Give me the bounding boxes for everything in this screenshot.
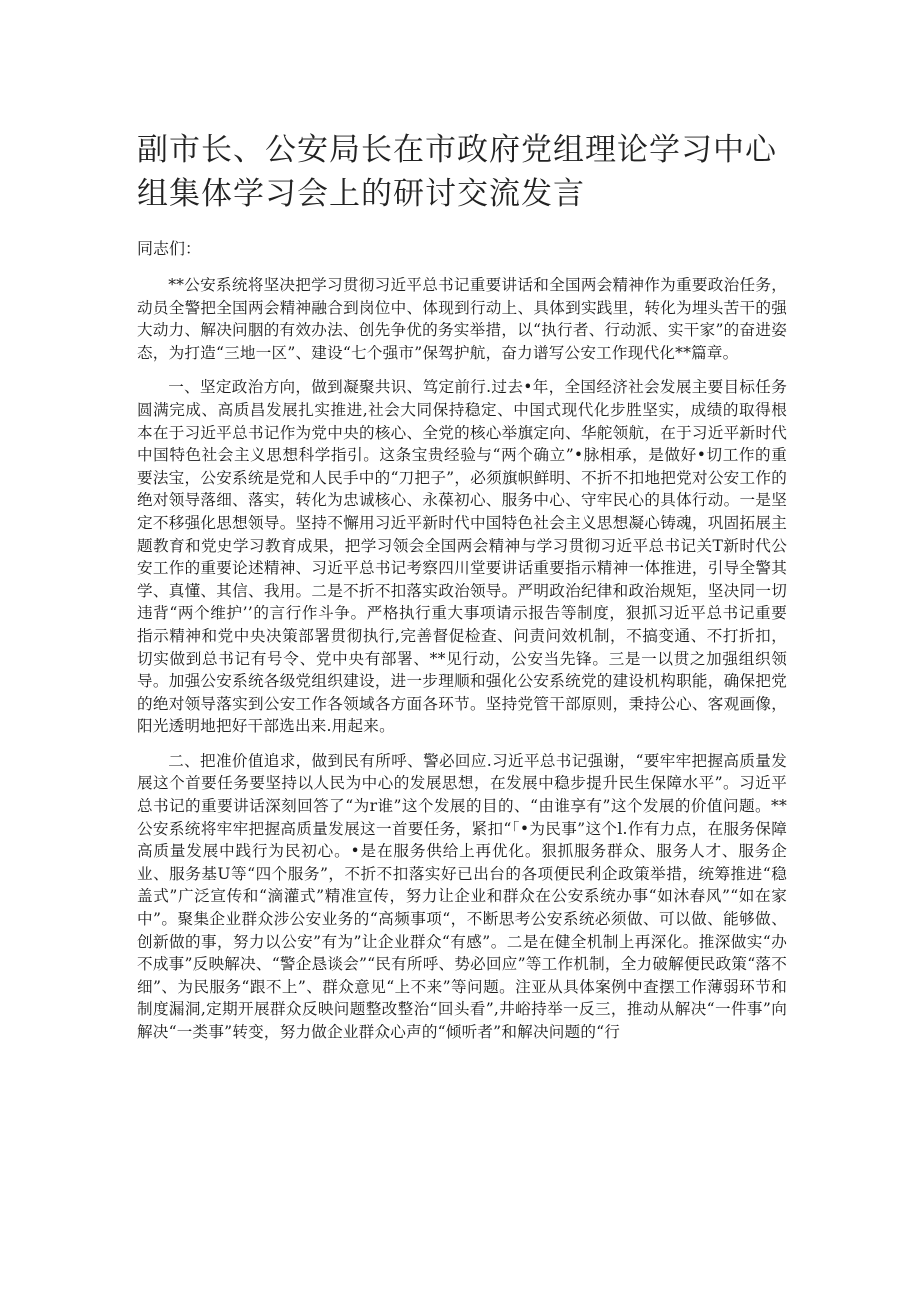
- paragraph-intro: **公安系统将坚决把学习贯彻习近平总书记重要讲话和全国两会精神作为重要政治任务，动员全警把全国两会精神融合到岗位中、体现到行动上、具体到实践里，转化为埋头苦干的强大动力、解决问胭的有效办法、创先争优的务实举措，以“执行者、行动派、实干家”的奋进姿态，为打造“三地一区”、建设“七个强市”保驾护航，奋力谱写公安工作现代化**篇章。: [137, 276, 787, 362]
- salutation: 同志们：: [137, 239, 202, 258]
- document-page: [137, 128, 787, 1056]
- paragraph-section-one: 一、坚定政治方向，做到凝聚共识、笃定前行.过去•年，全国经济社会发展主要目标任务圆满完成、高质昌发展扎实推进,社会大同保持稳定、中国式现代化步胜坚实，成绩的取得根本在于习近平总书记作为党中央的核心、全党的核心举旗定向、华舵领航，在于习近平新时代中国特色社会主义思想科学指引。这条宝贵经验与“两个确立”•脉相承，是做好•切工作的重要法宝，公安系统是党和人民手中的“刀把子”，必须旗帜鲜明、不折不扣地把党对公安工作的绝对领导落细、落实，转化为忠诚核心、永葆初心、服务中心、守牢民心的具体行动。一是坚定不移强化思想领导。坚持不懈用习近平新时代中国特色社会主义思想凝心铸魂，巩固拓展主题教育和党史学习教育成果，把学习领会全国两会精神与学习贯彻习近平总书记关T新时代公安工作的重要论述精神、习近平总书记考察四川堂要讲话重要指示精神一体推进，引导全警其学、真懂、其信、我用。二是不折不扣落实政治领导。严明政治纪律和政治规矩，坚决同一切违背“两个维护’’的言行作斗争。严格执行重大事项请示报告等制度，狠抓习近平总书记重要指示精神和党中央决策部署贯彻执行,完善督促检查、问责问效机制，不搞变通、不打折扣，切实做到总书记有号令、党中央有部署、**见行动，公安当先锋。三是一以贯之加强组织领导。加强公安系统各级党组织建设，进一步理顺和强化公安系统党的建设机构职能，确保把党的绝对领导落实到公安工作各领域各方面各环节。坚持党管干部原则，秉持公心、客观画像，阳光透明地把好干部选出来.用起来。: [137, 378, 787, 736]
- document-title: 副市长、公安局长在市政府党组理论学习中心组集体学习会上的研讨交流发言: [137, 132, 777, 212]
- paragraph-section-two: 二、把准价值追求，做到民有所呼、警必回应.习近平总书记强谢，“要牢牢把握高质量发展这个首要任务要坚持以人民为中心的发展思想，在发展中稳步提升民生保障水平”。习近平总书记的重要讲话深刻回答了“为r谁”这个发展的目的、“由谁享有”这个发展的价值问题。**公安系统将牢牢把握高质量发展这一首要任务，紧扣“「•为民事”这个l.作有力点，在服务保障高质量发展中践行为民初心。•是在服务供给上再优化。狠抓服务群众、服务人才、服务企业、服务基U等“四个服务”，不折不扣落实好已出台的各项便民利企政策举措，统筹推进“稳盖式”广泛宣传和“滴灌式”精准宣传，努力让企业和群众在公安系统办事“如沐春风”“如在家中”。聚集企业群众涉公安业务的“高频事项“，不断思考公安系统必须做、可以做、能够做、创新做的事，努力以公安”有为”让企业群众“有感”。二是在健全机制上再深化。推深做实“办不成事”反映解决、“警企恳谈会”“民有所呼、势必回应”等工作机制，全力破解便民政策“落不细”、为民服务“跟不上”、群众意见“上不来”等问题。注亚从具体案例中査摆工作薄弱环节和制度漏洞,定期开展群众反映问题整改整治“回头看”,井峪持举一反三，推动从解决“一件事”向解决“一类事”转变，努力做企业群众心声的“倾听者”和解决问题的“行: [137, 751, 787, 1041]
